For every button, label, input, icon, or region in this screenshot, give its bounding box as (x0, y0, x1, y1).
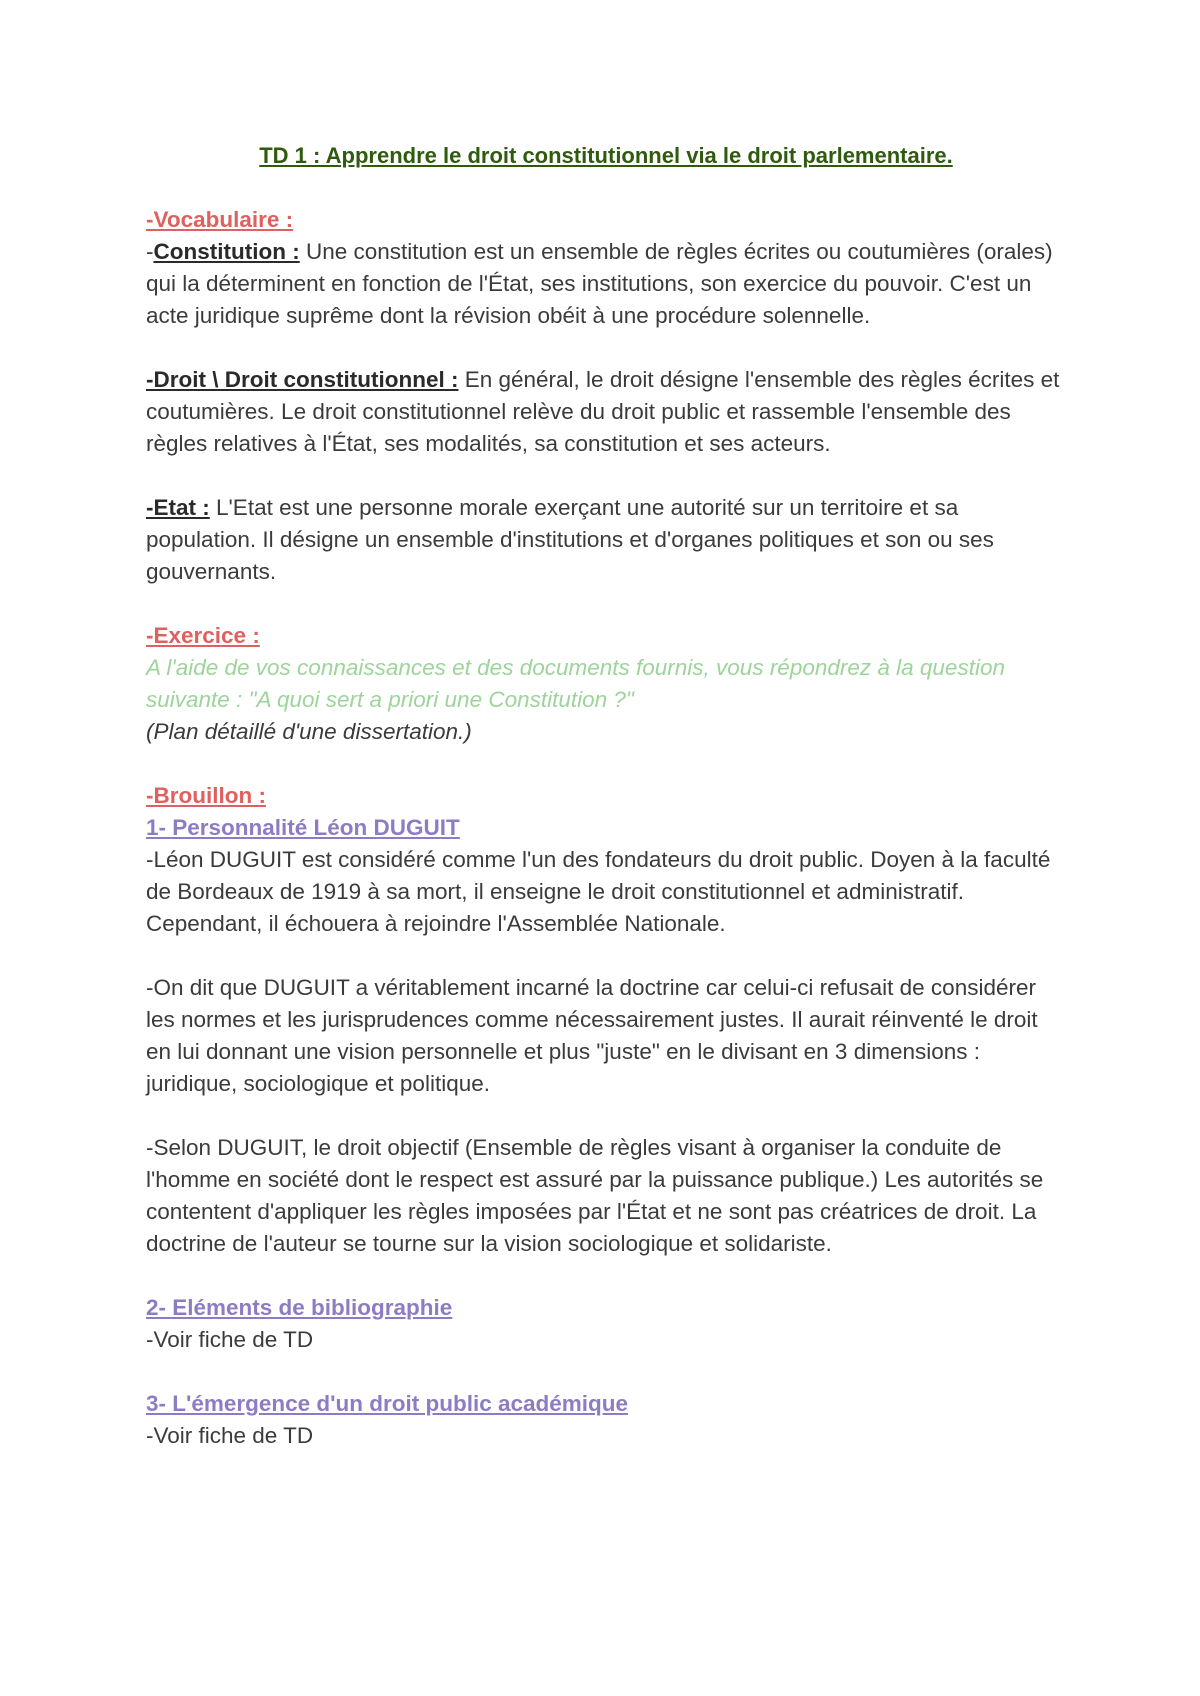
section-heading-bibliographie: 2- Eléments de bibliographie (146, 1295, 453, 1320)
exercice-heading: -Exercice : (146, 623, 260, 648)
vocab-definition: Une constitution est un ensemble de règles écrites ou coutumières (orales) qui la déterminent en fonction de l'État, ses institutions, son exercice du pouvoir. C'est un acte juridique suprême dont la révision obéit à une procédure solennelle. (146, 239, 1053, 328)
vocab-entry-droit (146, 364, 1066, 460)
duguit-paragraph: -On dit que DUGUIT a véritablement incarné la doctrine car celui-ci refusait de considérer les normes et les jurisprudences comme nécessairement justes. Il aurait réinventé le droit en lui donnant une vision personnelle et plus "juste" en le divisant en 3 dimensions : juridique, sociologique et politique. (146, 975, 1038, 1096)
bibliographie-paragraph: -Voir fiche de TD (146, 1327, 314, 1352)
brouillon-heading: -Brouillon : (146, 783, 266, 808)
vocab-definition: En général, le droit désigne l'ensemble des règles écrites et coutumières. Le droit constitutionnel relève du droit public et rassemble l'ensemble des règles relatives à l'État, ses modalités, sa constitution et ses acteurs. (146, 367, 1060, 456)
vocab-term: -Droit \ Droit constitutionnel : (146, 367, 459, 392)
emergence-paragraph: -Voir fiche de TD (146, 1423, 314, 1448)
vocab-term: -Etat : (146, 495, 210, 520)
duguit-paragraph: -Selon DUGUIT, le droit objectif (Ensemble de règles visant à organiser la conduite de l'homme en société dont le respect est assuré par la puissance publique.) Les autorités se contentent d'appliquer les règles imposées par l'État et ne sont pas créatrices de droit. La doctrine de l'auteur se tourne sur la vision sociologique et solidariste. (146, 1135, 1044, 1256)
document-title: TD 1 : Apprendre le droit constitutionnel via le droit parlementaire. (259, 143, 953, 168)
section-heading-duguit: 1- Personnalité Léon DUGUIT (146, 815, 460, 840)
vocab-term: Constitution : (153, 239, 300, 264)
exercice-note: (Plan détaillé d'une dissertation.) (146, 719, 472, 744)
vocab-entry-etat (146, 492, 1066, 588)
section-heading-emergence: 3- L'émergence d'un droit public académique (146, 1391, 629, 1416)
vocab-definition: L'Etat est une personne morale exerçant une autorité sur un territoire et sa population. Il désigne un ensemble d'institutions et d'organes politiques et son ou ses gouvernants. (146, 495, 994, 584)
vocab-prefix: - (146, 239, 154, 264)
duguit-paragraph: -Léon DUGUIT est considéré comme l'un des fondateurs du droit public. Doyen à la faculté de Bordeaux de 1919 à sa mort, il enseigne le droit constitutionnel et administratif. Cependant, il échouera à rejoindre l'Assemblée Nationale. (146, 847, 1051, 936)
vocab-entry-constitution (146, 236, 1066, 332)
exercice-question: A l'aide de vos connaissances et des documents fournis, vous répondrez à la question suivante : "A quoi sert a priori une Constitution ?" (146, 655, 1005, 712)
document-page (146, 140, 1066, 1452)
vocabulaire-heading: -Vocabulaire : (146, 207, 294, 232)
